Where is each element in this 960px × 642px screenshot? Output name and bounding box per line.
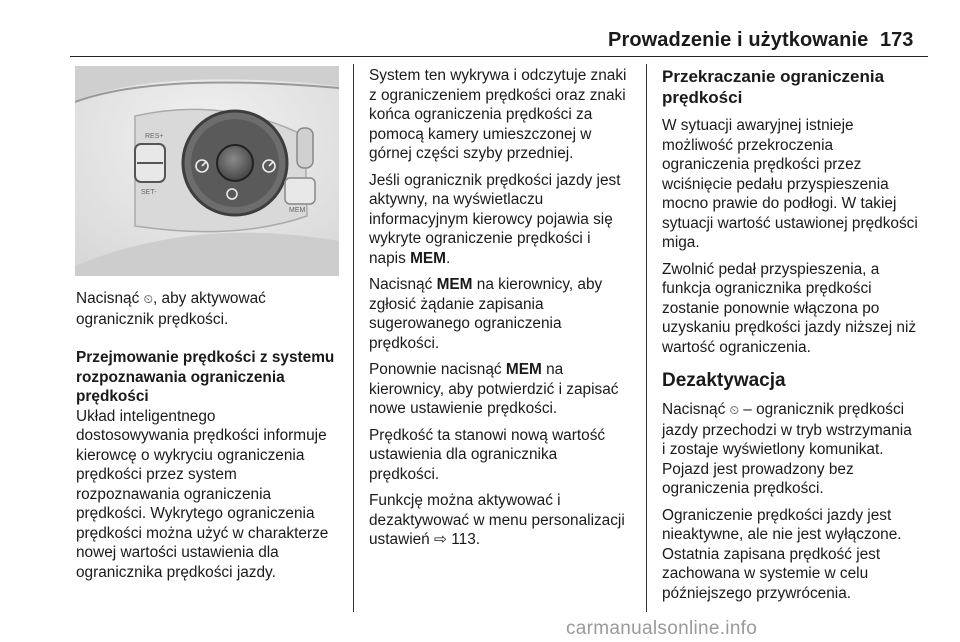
- intro-paragraph: [76, 289, 351, 329]
- page-number: 173: [880, 29, 914, 51]
- inactive-paragraph: Ograniczenie prędkości jazdy jest nieaktywne, ale nie jest wyłączone. Ostatnia zapisana prędkość jest zachowana w systemie w celu późniejszego przywrócenia.: [662, 506, 902, 602]
- page-reference-arrow-icon: ⇨: [434, 531, 447, 548]
- personalization-paragraph: Funkcję można aktywować i dezaktywować w menu personalizacji ustawień ⇨ 113.: [369, 492, 625, 548]
- release-pedal-paragraph: Zwolnić pedał przyspieszenia, a funkcja ogranicznika prędkości zostanie ponownie włączona po uzyskaniu prędkości jazdy niższej niż wartość ograniczenia.: [662, 260, 917, 356]
- section-heading-speed-recognition: Przejmowanie prędkości z systemu rozpoznawania ograniczenia prędkości: [76, 349, 335, 405]
- page-header: [0, 0, 960, 56]
- new-value-paragraph: Prędkość ta stanowi nową wartość ustawienia dla ogranicznika prędkości.: [369, 426, 606, 483]
- header-rule: [70, 56, 928, 57]
- res-label: RES+: [145, 133, 164, 140]
- page-reference-link[interactable]: 113.: [446, 531, 481, 548]
- section-heading-deactivation: Dezaktywacja: [662, 370, 786, 391]
- mem-label: MEM: [289, 207, 306, 214]
- page-title: Prowadzenie i użytkowanie: [608, 29, 869, 51]
- speed-limiter-icon: ⏲: [729, 403, 739, 417]
- steering-wheel-illustration: [75, 66, 339, 276]
- emergency-paragraph: W sytuacji awaryjnej istnieje możliwość przekroczenia ograniczenia prędkości przez wciśnięcie pedału przyspieszenia mocno prawie do podłogi. W takiej sytuacji wartość ustawionej prędkości miga.: [662, 117, 918, 251]
- intro-text-a: Nacisnąć: [76, 290, 144, 307]
- camera-paragraph: System ten wykrywa i odczytuje znaki z ograniczeniem prędkości oraz znaki końca ograniczenia prędkości za pomocą kamery umieszczonej w górnej części szyby przedniej.: [369, 67, 627, 162]
- column-1: [76, 289, 351, 589]
- mem-request-paragraph: Nacisnąć MEM na kierownicy, aby zgłosić żądanie zapisania sugerowanego ograniczenia prędkości.: [369, 276, 603, 352]
- column-divider-2: [646, 64, 647, 612]
- steering-wheel-controls-figure: [75, 66, 339, 276]
- watermark: carmanualsonline.info: [566, 618, 758, 639]
- mem-confirm-paragraph: Ponownie nacisnąć MEM na kierownicy, aby potwierdzić i zapisać nowe ustawienie prędkości.: [369, 361, 619, 417]
- mem-keyword: MEM: [436, 276, 473, 293]
- speed-limiter-icon: ⏲: [143, 292, 153, 306]
- side-dial: [297, 128, 313, 168]
- set-label: SET-: [141, 189, 157, 196]
- column-2: [369, 66, 644, 557]
- column-divider-1: [353, 64, 354, 612]
- mem-keyword: MEM: [410, 249, 446, 267]
- display-paragraph: Jeśli ogranicznik prędkości jazdy jest aktywny, na wyświetlaczu informacyjnym kierowcy pojawia się wykryte ograniczenie prędkości i napis MEM.: [369, 171, 621, 267]
- mem-keyword: MEM: [505, 361, 542, 378]
- intro-text-b: , aby aktywować: [152, 290, 266, 307]
- intro-text-c: ogranicznik prędkości.: [76, 310, 229, 328]
- deactivation-paragraph: Nacisnąć ⏲ – ogranicznik prędkości jazdy przechodzi w tryb wstrzymania i zostaje wyświetlony komunikat. Pojazd jest prowadzony bez ograniczenia prędkości.: [662, 401, 912, 497]
- column-3: [662, 66, 932, 610]
- mem-button-shape: [285, 178, 315, 204]
- center-knob: [217, 145, 253, 181]
- speed-recognition-paragraph: Układ inteligentnego dostosowywania prędkości informuje kierowcę o wykryciu ograniczenia prędkości przez system rozpoznawania ograniczenia prędkości. Wykrytego ograniczenia prędkości można użyć w charakterze nowej wartości ustawienia dla ogranicznika prędkości jazdy.: [76, 407, 329, 581]
- section-heading-overriding: Przekraczanie ograniczenia prędkości: [662, 67, 885, 107]
